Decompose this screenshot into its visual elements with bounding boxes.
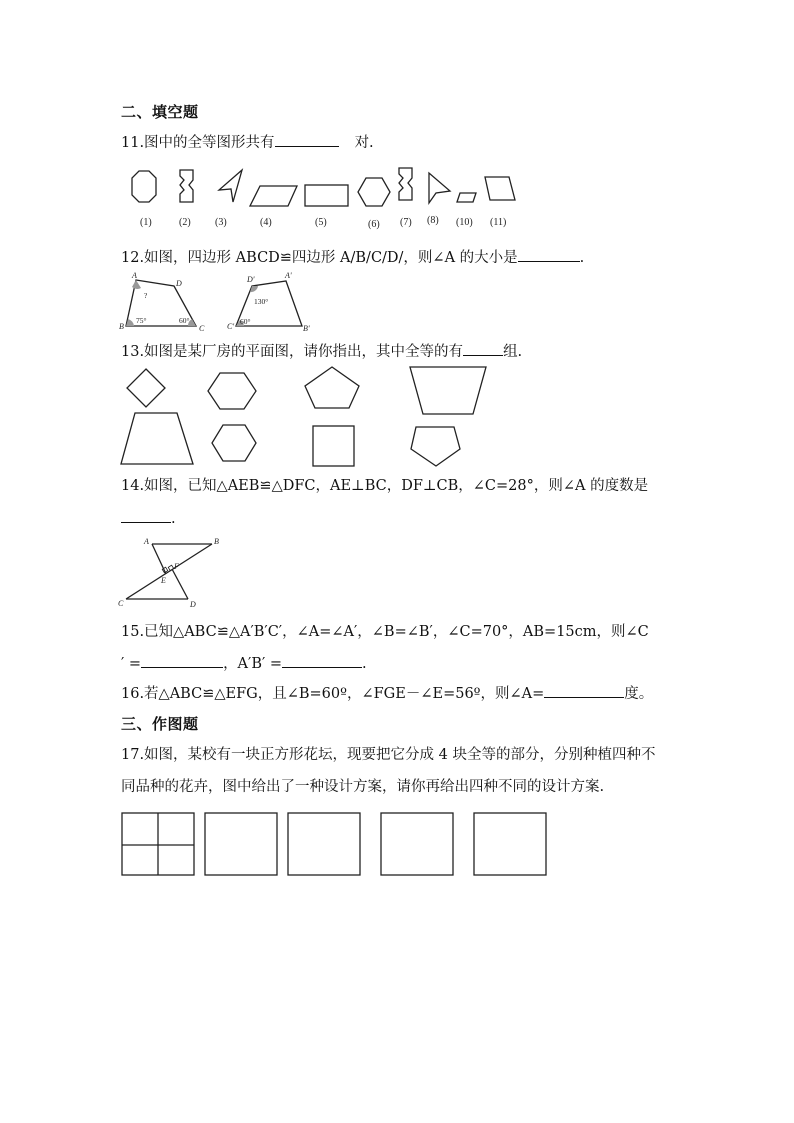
question-11 — [121, 132, 374, 153]
q12-text: 12.如图，四边形 ABCD≌四边形 A/B/C/D/，则∠A 的大小是 — [121, 250, 518, 266]
q12-text-end: . — [579, 250, 585, 266]
q11-shape-small-parallelogram — [457, 193, 476, 202]
question-14-answer-line — [121, 508, 176, 529]
q11-shape-parallelogram — [250, 186, 297, 206]
q17-empty-square-4[interactable] — [474, 813, 546, 875]
q13-text-end: 组. — [503, 344, 523, 360]
q16-text-end: 度。 — [624, 686, 654, 702]
q13-floorplan-figure — [114, 362, 494, 472]
q11-label-7: (7) — [400, 217, 412, 228]
q14-label-c: C — [118, 599, 124, 608]
q14-label-b: B — [214, 537, 219, 546]
question-17-line2 — [121, 777, 604, 797]
q12-fig1-angle-c: 60° — [179, 316, 190, 325]
q14-text: 14.如图，已知△AEB≌△DFC，AE⊥BC，DF⊥CB，∠C=28°，则∠A 的度数是 — [121, 478, 649, 494]
q11-shape-rectangle — [305, 185, 348, 206]
q14-label-d: D — [190, 600, 196, 609]
q13-shape-hexagon-1 — [208, 373, 256, 409]
q13-shape-square — [313, 426, 354, 466]
q14-segment-ae — [152, 544, 166, 574]
q12-fig1-label-b: B — [119, 322, 124, 331]
q17-empty-square-2[interactable] — [288, 813, 360, 875]
q11-text: 11.图中的全等图形共有 — [121, 135, 275, 151]
q14-label-f: F — [174, 562, 179, 571]
q11-shape-hexagon — [358, 178, 390, 206]
q13-shape-diamond — [127, 369, 165, 407]
q11-label-8: (8) — [427, 215, 439, 226]
section-heading-fill-blank: 二、填空题 — [121, 103, 199, 121]
q17-flowerbed-squares-figure — [120, 812, 550, 878]
q12-fig2-label-c: C' — [227, 322, 235, 331]
q11-answer-blank[interactable] — [275, 132, 339, 147]
q13-shape-pentagon-2 — [411, 427, 460, 466]
q12-fig2-label-d: D' — [247, 275, 255, 284]
q11-label-4: (4) — [260, 217, 272, 228]
q11-label-10: (10) — [456, 217, 473, 228]
q14-label-a: A — [144, 537, 149, 546]
q12-fig2-label-a: A' — [285, 271, 292, 280]
q17-empty-square-1[interactable] — [205, 813, 277, 875]
q11-shape-arrowhead — [219, 170, 242, 202]
q11-text-end: 对. — [354, 135, 374, 151]
section-heading-drawing: 三、作图题 — [121, 715, 199, 733]
q14-label-e: E — [161, 576, 166, 585]
q16-answer-blank[interactable] — [544, 683, 624, 698]
q11-label-5: (5) — [315, 217, 327, 228]
q11-shape-octagon — [132, 171, 156, 202]
q13-shape-hexagon-2 — [212, 425, 256, 461]
q11-shape-parallelogram-2 — [485, 177, 515, 200]
q13-shape-trapezoid-1 — [410, 367, 486, 414]
q12-answer-blank[interactable] — [518, 247, 580, 262]
q12-fig2-angle-d: 130° — [254, 297, 269, 306]
q15-line2-end: . — [362, 656, 367, 672]
q15-line2-b: ，A′B′ = — [223, 656, 283, 672]
q11-label-6: (6) — [368, 219, 380, 230]
q11-shapes-figure — [120, 160, 525, 234]
q14-segment-bc — [126, 544, 212, 599]
q17-sample-design — [122, 813, 194, 875]
question-15 — [121, 622, 649, 642]
q12-fig2-angle-c: 60° — [240, 317, 251, 326]
q11-label-1: (1) — [140, 217, 152, 228]
q14-answer-blank[interactable] — [121, 508, 171, 523]
q12-quadrilaterals-figure — [114, 268, 324, 334]
q12-fig1-label-d: D — [176, 279, 182, 288]
q11-shape-bracket — [180, 170, 193, 202]
q17-line2: 同品种的花卉，图中给出了一种设计方案，请你再给出四种不同的设计方案. — [121, 779, 605, 795]
question-17 — [121, 745, 656, 765]
q15-answer-blank-length[interactable] — [282, 653, 362, 668]
q13-shape-pentagon-1 — [305, 367, 359, 408]
q12-fig1-angle-b: 75° — [136, 316, 147, 325]
q11-label-2: (2) — [179, 217, 191, 228]
q12-fig1-unknown-angle: ? — [144, 291, 148, 300]
q12-fig2-label-b: B' — [303, 324, 310, 333]
question-15-line2 — [121, 653, 367, 674]
q11-label-3: (3) — [215, 217, 227, 228]
q14-text-end: . — [171, 511, 176, 527]
q14-segment-df — [172, 569, 188, 599]
question-13 — [121, 341, 522, 362]
question-12 — [121, 247, 584, 268]
q12-fig1-label-a: A — [132, 271, 137, 280]
question-16 — [121, 683, 653, 704]
q13-text: 13.如图是某厂房的平面图，请你指出，其中全等的有 — [121, 344, 464, 360]
q15-line1: 15.已知△ABC≌△A′B′C′，∠A=∠A′，∠B=∠B′，∠C=70°，AB=15cm，则∠C — [121, 624, 649, 640]
q12-angle-a-mark — [132, 280, 141, 289]
question-14 — [121, 476, 648, 496]
q12-fig1-label-c: C — [199, 324, 205, 333]
q14-triangles-figure — [114, 532, 234, 612]
q11-label-11: (11) — [490, 217, 507, 228]
q11-shape-arrowhead-2 — [429, 173, 450, 203]
q15-line2-a: ′ = — [121, 656, 142, 672]
q15-answer-blank-angle[interactable] — [141, 653, 223, 668]
q11-shape-bracket-2 — [399, 168, 412, 200]
q13-answer-blank[interactable] — [463, 341, 503, 356]
q17-empty-square-3[interactable] — [381, 813, 453, 875]
q13-shape-trapezoid-2 — [121, 413, 193, 464]
q17-line1: 17.如图，某校有一块正方形花坛，现要把它分成 4 块全等的部分，分别种植四种不 — [121, 747, 656, 763]
q16-text: 16.若△ABC≌△EFG，且∠B=60º，∠FGE－∠E=56º，则∠A= — [121, 686, 545, 702]
